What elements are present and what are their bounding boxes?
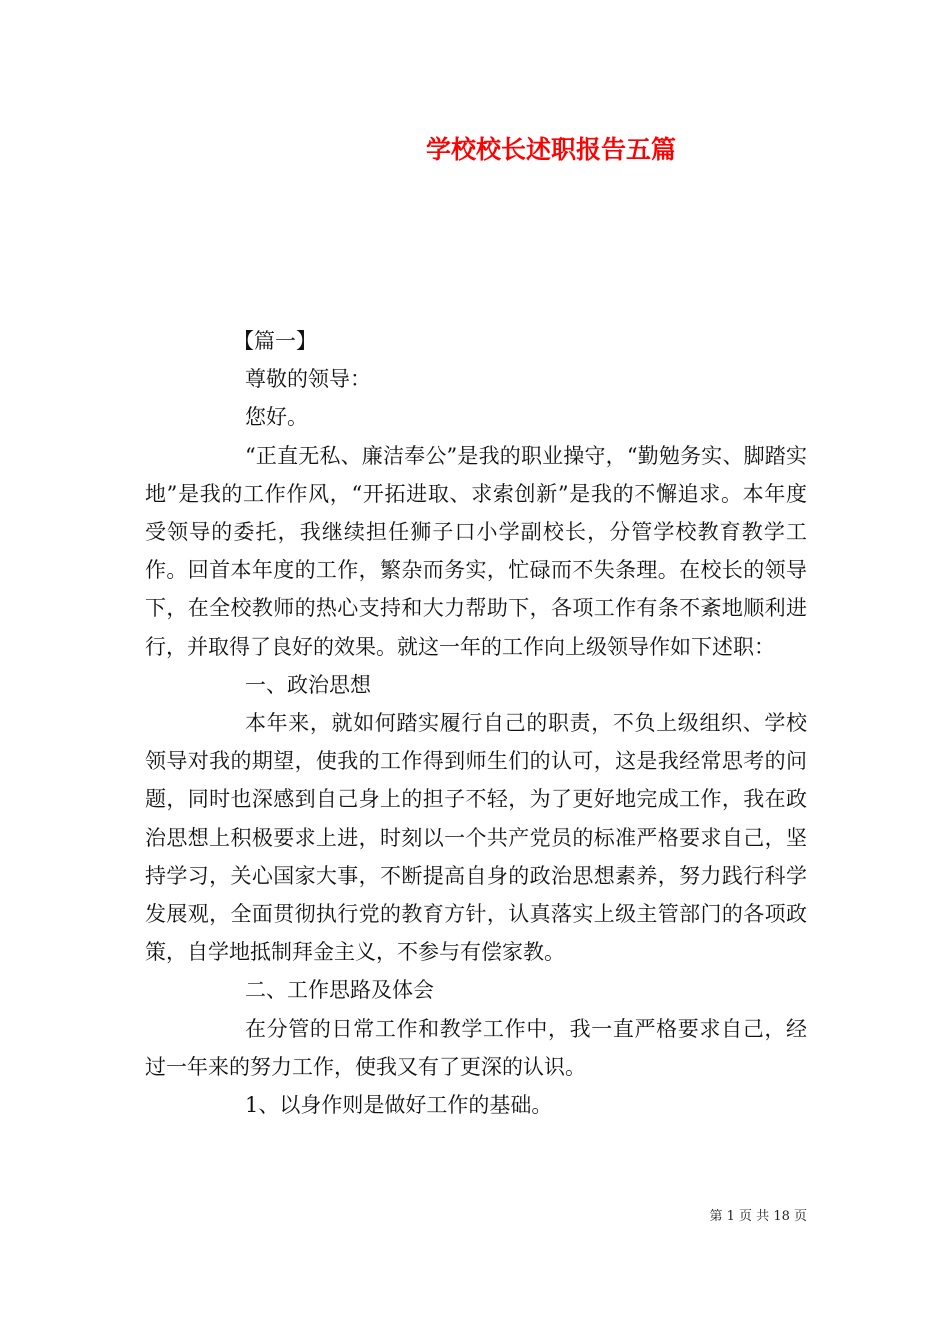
greeting: 您好。 — [245, 405, 308, 430]
subsection-heading: 二、工作思路及体会 — [245, 978, 434, 1003]
document-body — [145, 322, 807, 1124]
salutation: 尊敬的领导： — [245, 367, 371, 392]
body-paragraph: 本年来，就如何踏实履行自己的职责，不负上级组织、学校领导对我的期望，使我的工作得到师生们的认可，这是我经常思考的问题，同时也深感到自己身上的担子不轻，为了更好地完成工作，我在政治思想上积极要求上进，时刻以一个共产党员的标准严格要求自己，坚持学习，关心国家大事，不断提高自身的政治思想素养，努力践行科学发展观，全面贯彻执行党的教育方针，认真落实上级主管部门的各项政策，自学地抵制拜金主义，不参与有偿家教。 — [145, 711, 807, 965]
body-paragraph: 在分管的日常工作和教学工作中，我一直严格要求自己，经过一年来的努力工作，使我又有了更深的认识。 — [145, 1016, 807, 1079]
section-heading: 【篇一】 — [233, 329, 317, 353]
page-number: 第 1 页 共 18 页 — [709, 1209, 807, 1224]
list-item: 1、以身作则是做好工作的基础。 — [245, 1093, 553, 1118]
document-title: 学校校长述职报告五篇 — [425, 135, 676, 164]
subsection-heading: 一、政治思想 — [245, 672, 371, 697]
body-paragraph: “正直无私、廉洁奉公”是我的职业操守，“勤勉务实、脚踏实地”是我的工作作风，“开拓进取、求索创新”是我的不懈追求。本年度受领导的委托，我继续担任狮子口小学副校长，分管学校教育教学工作。回首本年度的工作，繁杂而务实，忙碌而不失条理。在校长的领导下，在全校教师的热心支持和大力帮助下，各项工作有条不紊地顺利进行，并取得了良好的效果。就这一年的工作向上级领导作如下述职： — [145, 443, 807, 659]
